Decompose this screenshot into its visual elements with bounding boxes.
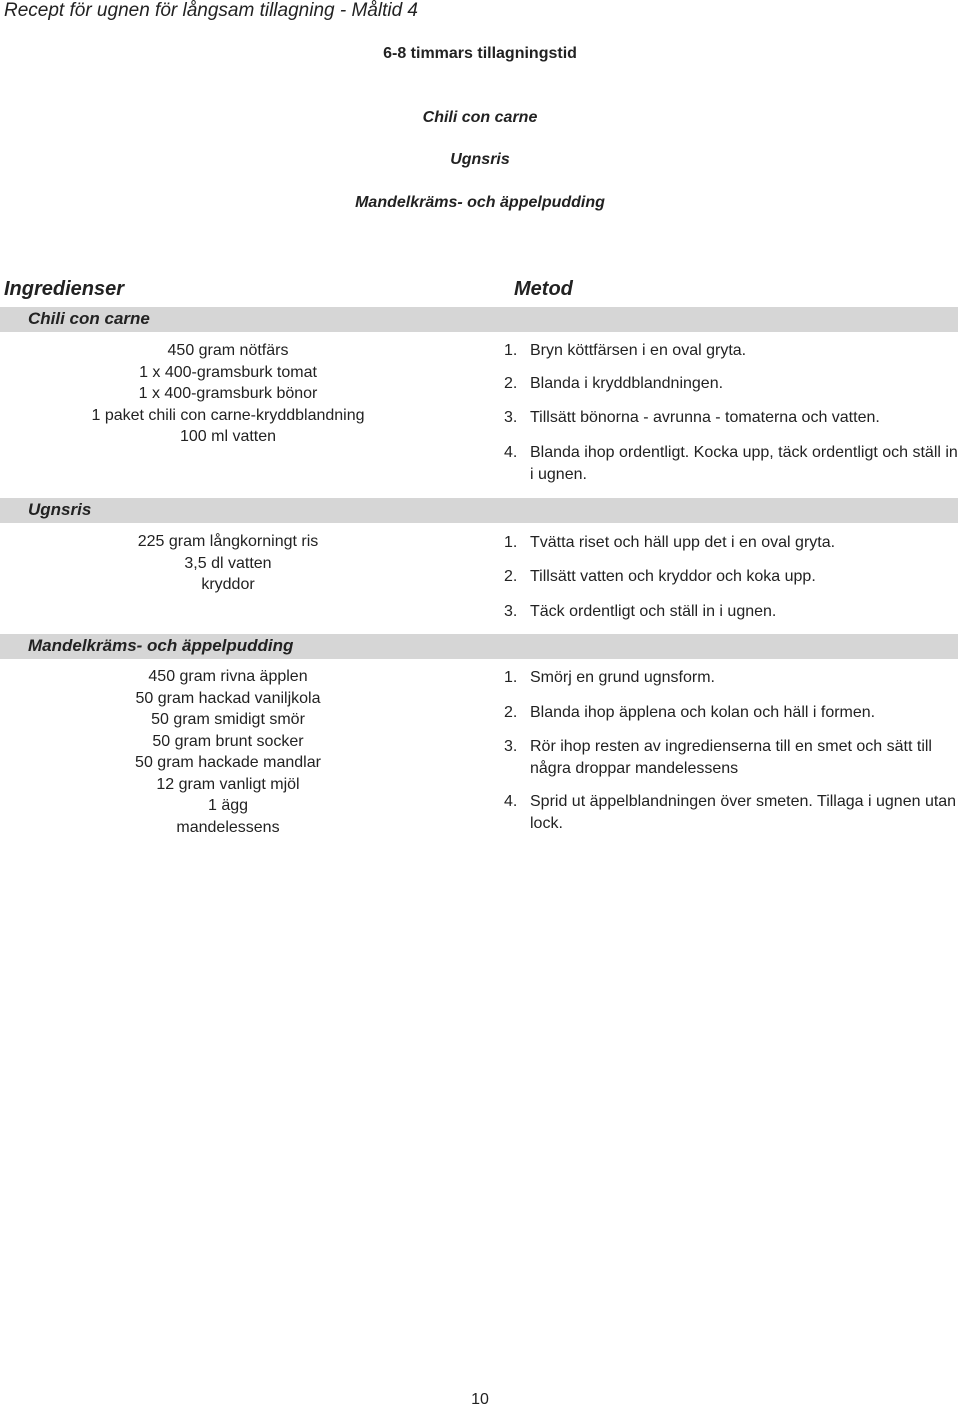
ingredient-item: kryddor: [201, 576, 255, 593]
section-label-chili: Chili con carne: [28, 309, 150, 328]
step-number: 1.: [504, 534, 518, 551]
method-step: [504, 373, 960, 395]
ingredient-item: 450 gram nötfärs: [167, 342, 289, 359]
step-number: 4.: [504, 793, 518, 810]
method-step: [504, 702, 960, 724]
ingredient-item: 50 gram brunt socker: [152, 732, 304, 750]
ingredient-item: mandelessens: [176, 818, 280, 836]
cooking-time-subtitle: 6-8 timmars tillagningstid: [383, 45, 577, 62]
section-label-pudding: Mandelkräms- och äppelpudding: [28, 636, 294, 655]
ingredient-item: 450 gram rivna äpplen: [148, 668, 308, 685]
step-number: 3.: [504, 738, 518, 755]
step-text: Täck ordentligt och ställ in i ugnen.: [530, 603, 777, 620]
step-number: 3.: [504, 603, 518, 620]
method-step: [504, 340, 960, 362]
step-text: Sprid ut äppelblandningen över smeten. Tillaga i ugnen utan lock.: [530, 793, 957, 832]
method-step: [504, 791, 960, 834]
method-step: [504, 442, 960, 485]
step-text: Bryn köttfärsen i en oval gryta.: [530, 342, 747, 359]
step-text: Tillsätt bönorna - avrunna - tomaterna och vatten.: [530, 409, 880, 426]
ingredient-item: 225 gram långkorningt ris: [137, 533, 319, 550]
ingredient-list-pudding: [78, 666, 378, 838]
step-number: 1.: [504, 342, 518, 359]
method-step: [504, 566, 960, 588]
ingredients-heading: Ingredienser: [4, 278, 125, 300]
method-step: [504, 667, 960, 689]
step-text: Tillsätt vatten och kryddor och koka upp.: [530, 568, 816, 585]
method-step: [504, 407, 960, 429]
ingredient-list-chili: [58, 340, 398, 448]
method-step: [504, 532, 960, 554]
document-title: Recept för ugnen för långsam tillagning - Måltid 4: [4, 0, 419, 21]
section-label-rice: Ugnsris: [28, 500, 92, 519]
step-text: Smörj en grund ugnsform.: [530, 669, 715, 686]
ingredient-item: 50 gram hackad vaniljkola: [135, 689, 321, 707]
menu-item-rice: Ugnsris: [450, 151, 510, 168]
step-number: 4.: [504, 444, 518, 461]
step-number: 1.: [504, 669, 518, 686]
ingredient-item: 1 x 400-gramsburk tomat: [139, 363, 317, 381]
ingredient-item: 1 paket chili con carne-kryddblandning: [91, 406, 365, 424]
ingredient-item: 50 gram hackade mandlar: [135, 754, 321, 771]
ingredient-item: 3,5 dl vatten: [184, 554, 272, 572]
step-number: 2.: [504, 568, 518, 585]
step-number: 2.: [504, 375, 518, 392]
step-text: Tvätta riset och häll upp det i en oval gryta.: [530, 534, 836, 551]
method-step: [504, 601, 960, 623]
step-text: Blanda i kryddblandningen.: [530, 375, 724, 392]
ingredient-item: 1 x 400-gramsburk bönor: [138, 385, 318, 402]
ingredient-item: 50 gram smidigt smör: [151, 711, 305, 728]
step-text: Rör ihop resten av ingredienserna till en smet och sätt till några droppar mandelessens: [530, 738, 932, 777]
ingredient-item: 12 gram vanligt mjöl: [156, 775, 300, 793]
ingredient-list-rice: [78, 531, 378, 596]
page-number: 10: [471, 1391, 489, 1408]
step-text: Blanda ihop äpplena och kolan och häll i formen.: [530, 704, 876, 721]
menu-item-pudding: Mandelkräms- och äppelpudding: [355, 194, 605, 211]
method-step: [504, 736, 960, 779]
section-bar-rice: [0, 498, 958, 523]
ingredient-item: 1 ägg: [207, 797, 249, 814]
ingredient-item: 100 ml vatten: [179, 428, 277, 445]
menu-item-chili: Chili con carne: [422, 109, 538, 126]
step-text: Blanda ihop ordentligt. Kocka upp, täck ordentligt och ställ in i ugnen.: [530, 444, 958, 483]
method-heading: Metod: [514, 278, 573, 300]
step-number: 2.: [504, 704, 518, 721]
step-number: 3.: [504, 409, 518, 426]
